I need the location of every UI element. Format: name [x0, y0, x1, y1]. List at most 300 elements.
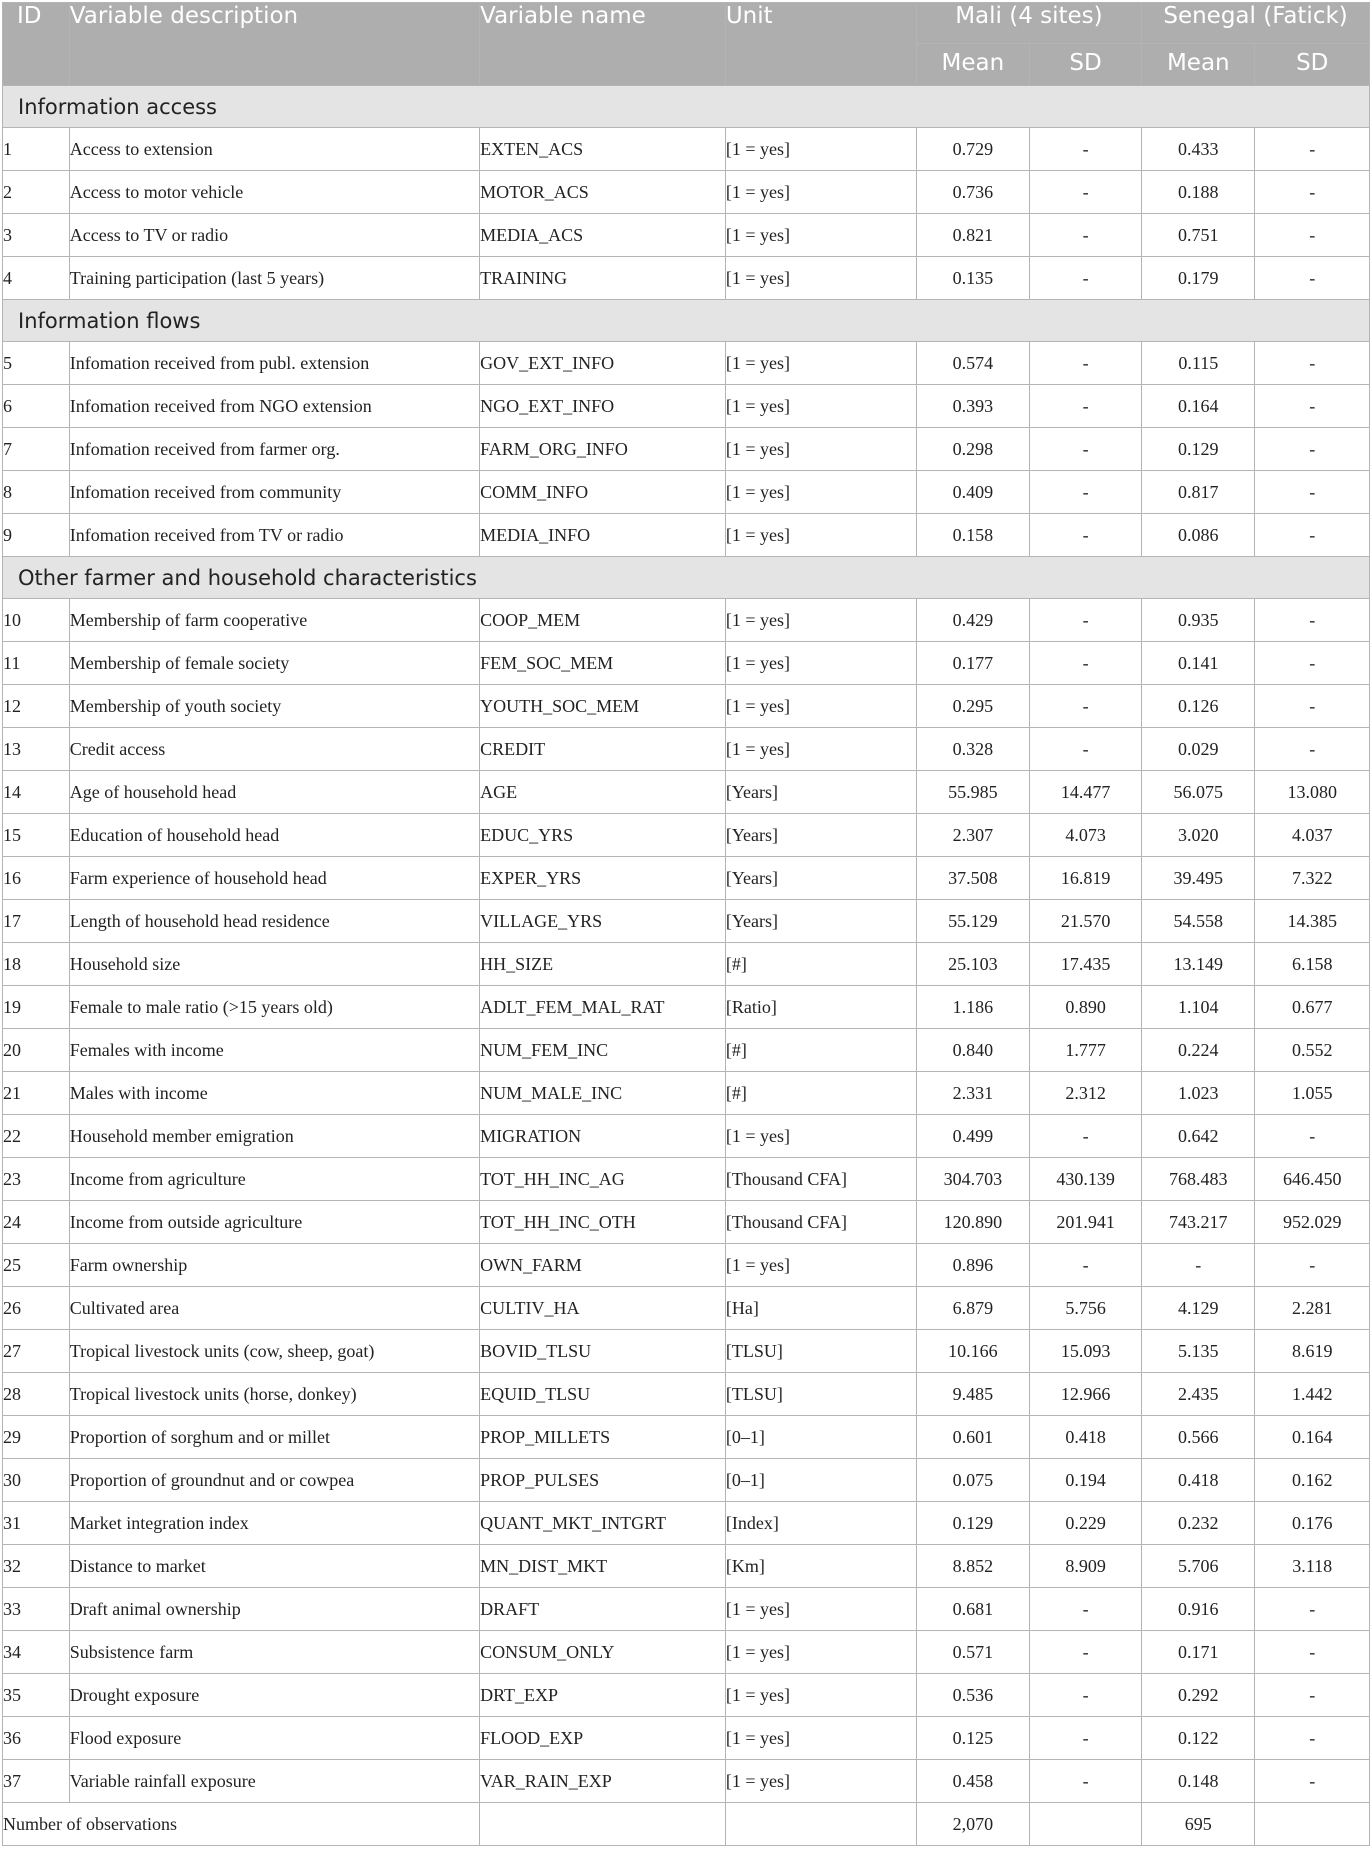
cell-id: 23: [3, 1158, 70, 1201]
cell-mali-sd: 0.890: [1030, 986, 1142, 1029]
table-row: [3, 257, 1370, 300]
cell-variable-name: NUM_MALE_INC: [480, 1072, 726, 1115]
cell-mali-mean: 55.129: [916, 900, 1029, 943]
cell-unit: [TLSU]: [725, 1330, 916, 1373]
cell-description: Proportion of sorghum and or millet: [69, 1416, 479, 1459]
cell-mali-mean: 0.429: [916, 599, 1029, 642]
cell-mali-sd: 430.139: [1030, 1158, 1142, 1201]
cell-senegal-sd: 6.158: [1255, 943, 1370, 986]
table-row: [3, 1631, 1370, 1674]
cell-variable-name: CULTIV_HA: [480, 1287, 726, 1330]
cell-mali-sd: -: [1030, 1760, 1142, 1803]
table-body: [3, 86, 1370, 1803]
cell-senegal-sd: 4.037: [1255, 814, 1370, 857]
cell-mali-sd: 0.418: [1030, 1416, 1142, 1459]
table-row: [3, 1674, 1370, 1717]
cell-mali-sd: -: [1030, 471, 1142, 514]
cell-description: Household size: [69, 943, 479, 986]
col-header-unit: Unit: [725, 3, 916, 86]
cell-senegal-mean: 768.483: [1142, 1158, 1255, 1201]
cell-variable-name: FLOOD_EXP: [480, 1717, 726, 1760]
cell-senegal-sd: -: [1255, 642, 1370, 685]
cell-mali-mean: 0.125: [916, 1717, 1029, 1760]
col-header-id: ID: [3, 3, 70, 86]
cell-id: 29: [3, 1416, 70, 1459]
cell-senegal-mean: 0.418: [1142, 1459, 1255, 1502]
cell-senegal-mean: 0.292: [1142, 1674, 1255, 1717]
cell-mali-sd: 14.477: [1030, 771, 1142, 814]
cell-senegal-mean: 0.817: [1142, 471, 1255, 514]
cell-description: Access to TV or radio: [69, 214, 479, 257]
cell-variable-name: MIGRATION: [480, 1115, 726, 1158]
cell-senegal-sd: 1.442: [1255, 1373, 1370, 1416]
observations-empty-cell: [1030, 1803, 1142, 1846]
cell-senegal-sd: -: [1255, 428, 1370, 471]
table-row: [3, 857, 1370, 900]
cell-id: 2: [3, 171, 70, 214]
cell-unit: [0–1]: [725, 1459, 916, 1502]
cell-unit: [1 = yes]: [725, 599, 916, 642]
cell-mali-sd: 17.435: [1030, 943, 1142, 986]
cell-senegal-sd: 8.619: [1255, 1330, 1370, 1373]
cell-mali-sd: -: [1030, 1631, 1142, 1674]
cell-senegal-sd: -: [1255, 128, 1370, 171]
cell-description: Length of household head residence: [69, 900, 479, 943]
cell-description: Income from outside agriculture: [69, 1201, 479, 1244]
cell-description: Household member emigration: [69, 1115, 479, 1158]
cell-mali-mean: 0.458: [916, 1760, 1029, 1803]
cell-senegal-sd: -: [1255, 728, 1370, 771]
cell-mali-mean: 8.852: [916, 1545, 1029, 1588]
cell-mali-mean: 6.879: [916, 1287, 1029, 1330]
cell-description: Membership of farm cooperative: [69, 599, 479, 642]
cell-description: Infomation received from publ. extension: [69, 342, 479, 385]
cell-id: 3: [3, 214, 70, 257]
cell-senegal-mean: 1.023: [1142, 1072, 1255, 1115]
cell-description: Income from agriculture: [69, 1158, 479, 1201]
cell-variable-name: COMM_INFO: [480, 471, 726, 514]
cell-senegal-mean: 0.086: [1142, 514, 1255, 557]
cell-senegal-sd: -: [1255, 1631, 1370, 1674]
cell-unit: [Years]: [725, 771, 916, 814]
cell-senegal-sd: -: [1255, 471, 1370, 514]
cell-unit: [1 = yes]: [725, 642, 916, 685]
cell-mali-mean: 0.135: [916, 257, 1029, 300]
cell-senegal-mean: 0.141: [1142, 642, 1255, 685]
observations-senegal: 695: [1142, 1803, 1255, 1846]
cell-id: 21: [3, 1072, 70, 1115]
cell-mali-sd: 0.194: [1030, 1459, 1142, 1502]
table-row: [3, 1760, 1370, 1803]
cell-senegal-sd: 0.677: [1255, 986, 1370, 1029]
cell-mali-sd: 15.093: [1030, 1330, 1142, 1373]
table-row: [3, 1717, 1370, 1760]
cell-unit: [1 = yes]: [725, 1631, 916, 1674]
cell-mali-mean: 0.075: [916, 1459, 1029, 1502]
cell-description: Females with income: [69, 1029, 479, 1072]
cell-mali-mean: 37.508: [916, 857, 1029, 900]
cell-id: 15: [3, 814, 70, 857]
cell-mali-sd: 5.756: [1030, 1287, 1142, 1330]
cell-mali-mean: 0.295: [916, 685, 1029, 728]
cell-senegal-mean: 0.029: [1142, 728, 1255, 771]
table-row: [3, 1115, 1370, 1158]
cell-unit: [1 = yes]: [725, 685, 916, 728]
cell-unit: [1 = yes]: [725, 1760, 916, 1803]
observations-empty-cell: [480, 1803, 726, 1846]
cell-mali-sd: 21.570: [1030, 900, 1142, 943]
cell-senegal-mean: 0.935: [1142, 599, 1255, 642]
table-row: [3, 642, 1370, 685]
cell-mali-mean: 0.328: [916, 728, 1029, 771]
cell-variable-name: DRT_EXP: [480, 1674, 726, 1717]
cell-senegal-sd: -: [1255, 1674, 1370, 1717]
table-row: [3, 1201, 1370, 1244]
table-row: [3, 900, 1370, 943]
cell-description: Variable rainfall exposure: [69, 1760, 479, 1803]
cell-unit: [1 = yes]: [725, 214, 916, 257]
table-row: [3, 385, 1370, 428]
cell-mali-sd: -: [1030, 642, 1142, 685]
observations-empty-cell: [1255, 1803, 1370, 1846]
cell-unit: [Ha]: [725, 1287, 916, 1330]
cell-unit: [Ratio]: [725, 986, 916, 1029]
cell-variable-name: GOV_EXT_INFO: [480, 342, 726, 385]
cell-unit: [Years]: [725, 900, 916, 943]
cell-senegal-mean: 56.075: [1142, 771, 1255, 814]
cell-description: Cultivated area: [69, 1287, 479, 1330]
cell-variable-name: TRAINING: [480, 257, 726, 300]
cell-id: 19: [3, 986, 70, 1029]
cell-mali-mean: 120.890: [916, 1201, 1029, 1244]
cell-variable-name: MEDIA_ACS: [480, 214, 726, 257]
cell-description: Membership of youth society: [69, 685, 479, 728]
cell-variable-name: EXTEN_ACS: [480, 128, 726, 171]
cell-description: Membership of female society: [69, 642, 479, 685]
cell-variable-name: NUM_FEM_INC: [480, 1029, 726, 1072]
cell-mali-sd: -: [1030, 342, 1142, 385]
cell-mali-mean: 25.103: [916, 943, 1029, 986]
cell-senegal-mean: 39.495: [1142, 857, 1255, 900]
cell-senegal-mean: 0.126: [1142, 685, 1255, 728]
cell-unit: [1 = yes]: [725, 1588, 916, 1631]
cell-id: 25: [3, 1244, 70, 1287]
table-footer: [3, 1803, 1370, 1846]
cell-unit: [Thousand CFA]: [725, 1201, 916, 1244]
cell-description: Farm ownership: [69, 1244, 479, 1287]
cell-mali-sd: -: [1030, 685, 1142, 728]
cell-mali-mean: 0.601: [916, 1416, 1029, 1459]
observations-label: Number of observations: [3, 1803, 480, 1846]
cell-mali-sd: 2.312: [1030, 1072, 1142, 1115]
cell-variable-name: COOP_MEM: [480, 599, 726, 642]
cell-mali-sd: -: [1030, 214, 1142, 257]
cell-id: 6: [3, 385, 70, 428]
cell-unit: [1 = yes]: [725, 1674, 916, 1717]
cell-mali-mean: 0.158: [916, 514, 1029, 557]
cell-senegal-mean: 743.217: [1142, 1201, 1255, 1244]
cell-description: Tropical livestock units (cow, sheep, goat): [69, 1330, 479, 1373]
cell-senegal-sd: -: [1255, 685, 1370, 728]
cell-senegal-sd: 0.176: [1255, 1502, 1370, 1545]
cell-mali-mean: 0.129: [916, 1502, 1029, 1545]
cell-variable-name: NGO_EXT_INFO: [480, 385, 726, 428]
cell-senegal-sd: -: [1255, 257, 1370, 300]
cell-mali-sd: 8.909: [1030, 1545, 1142, 1588]
cell-senegal-mean: 0.129: [1142, 428, 1255, 471]
cell-variable-name: DRAFT: [480, 1588, 726, 1631]
cell-id: 14: [3, 771, 70, 814]
cell-id: 8: [3, 471, 70, 514]
section-row: [3, 86, 1370, 128]
cell-id: 17: [3, 900, 70, 943]
cell-variable-name: VILLAGE_YRS: [480, 900, 726, 943]
section-row: [3, 557, 1370, 599]
cell-mali-mean: 2.307: [916, 814, 1029, 857]
cell-senegal-sd: 7.322: [1255, 857, 1370, 900]
table-row: [3, 428, 1370, 471]
cell-senegal-mean: 0.751: [1142, 214, 1255, 257]
cell-mali-mean: 0.177: [916, 642, 1029, 685]
cell-mali-mean: 0.393: [916, 385, 1029, 428]
cell-unit: [1 = yes]: [725, 128, 916, 171]
cell-senegal-mean: 0.433: [1142, 128, 1255, 171]
cell-mali-mean: 0.499: [916, 1115, 1029, 1158]
table-row: [3, 1588, 1370, 1631]
cell-senegal-sd: -: [1255, 514, 1370, 557]
cell-mali-mean: 2.331: [916, 1072, 1029, 1115]
cell-unit: [Index]: [725, 1502, 916, 1545]
cell-mali-mean: 0.409: [916, 471, 1029, 514]
cell-mali-sd: 1.777: [1030, 1029, 1142, 1072]
cell-unit: [1 = yes]: [725, 1244, 916, 1287]
cell-description: Infomation received from farmer org.: [69, 428, 479, 471]
cell-id: 4: [3, 257, 70, 300]
cell-mali-sd: -: [1030, 428, 1142, 471]
cell-unit: [Years]: [725, 857, 916, 900]
cell-variable-name: TOT_HH_INC_AG: [480, 1158, 726, 1201]
cell-variable-name: HH_SIZE: [480, 943, 726, 986]
cell-unit: [1 = yes]: [725, 1115, 916, 1158]
cell-mali-mean: 0.571: [916, 1631, 1029, 1674]
cell-id: 20: [3, 1029, 70, 1072]
cell-mali-mean: 0.821: [916, 214, 1029, 257]
cell-senegal-sd: -: [1255, 342, 1370, 385]
cell-senegal-mean: 0.171: [1142, 1631, 1255, 1674]
table-row: [3, 599, 1370, 642]
cell-senegal-mean: 0.115: [1142, 342, 1255, 385]
cell-description: Access to extension: [69, 128, 479, 171]
cell-variable-name: MOTOR_ACS: [480, 171, 726, 214]
cell-senegal-mean: 0.224: [1142, 1029, 1255, 1072]
cell-variable-name: FARM_ORG_INFO: [480, 428, 726, 471]
cell-senegal-sd: 14.385: [1255, 900, 1370, 943]
cell-description: Distance to market: [69, 1545, 479, 1588]
cell-variable-name: BOVID_TLSU: [480, 1330, 726, 1373]
cell-variable-name: AGE: [480, 771, 726, 814]
cell-variable-name: VAR_RAIN_EXP: [480, 1760, 726, 1803]
cell-mali-sd: -: [1030, 128, 1142, 171]
cell-senegal-mean: 0.122: [1142, 1717, 1255, 1760]
cell-unit: [TLSU]: [725, 1373, 916, 1416]
table-row: [3, 685, 1370, 728]
cell-unit: [1 = yes]: [725, 728, 916, 771]
cell-mali-sd: -: [1030, 1115, 1142, 1158]
cell-unit: [#]: [725, 1029, 916, 1072]
table-row: [3, 1416, 1370, 1459]
cell-variable-name: YOUTH_SOC_MEM: [480, 685, 726, 728]
col-header-senegal-mean: Mean: [1142, 44, 1255, 86]
cell-unit: [1 = yes]: [725, 342, 916, 385]
cell-description: Training participation (last 5 years): [69, 257, 479, 300]
table-row: [3, 1072, 1370, 1115]
table-row: [3, 1029, 1370, 1072]
cell-senegal-mean: 0.188: [1142, 171, 1255, 214]
table-header: [3, 3, 1370, 86]
cell-variable-name: PROP_MILLETS: [480, 1416, 726, 1459]
cell-id: 28: [3, 1373, 70, 1416]
cell-id: 32: [3, 1545, 70, 1588]
cell-senegal-sd: -: [1255, 599, 1370, 642]
cell-mali-mean: 0.536: [916, 1674, 1029, 1717]
cell-unit: [#]: [725, 1072, 916, 1115]
section-title: Information access: [3, 86, 1370, 128]
cell-id: 13: [3, 728, 70, 771]
col-group-mali: Mali (4 sites): [916, 3, 1141, 44]
cell-description: Drought exposure: [69, 1674, 479, 1717]
cell-id: 10: [3, 599, 70, 642]
cell-senegal-mean: 0.148: [1142, 1760, 1255, 1803]
observations-mali: 2,070: [916, 1803, 1029, 1846]
cell-unit: [1 = yes]: [725, 385, 916, 428]
cell-senegal-sd: 1.055: [1255, 1072, 1370, 1115]
cell-senegal-sd: -: [1255, 1717, 1370, 1760]
col-header-mali-sd: SD: [1030, 44, 1142, 86]
cell-id: 1: [3, 128, 70, 171]
cell-id: 26: [3, 1287, 70, 1330]
cell-description: Proportion of groundnut and or cowpea: [69, 1459, 479, 1502]
cell-description: Males with income: [69, 1072, 479, 1115]
cell-description: Flood exposure: [69, 1717, 479, 1760]
cell-senegal-sd: 0.162: [1255, 1459, 1370, 1502]
table-row: [3, 1330, 1370, 1373]
cell-senegal-sd: 646.450: [1255, 1158, 1370, 1201]
cell-senegal-mean: 13.149: [1142, 943, 1255, 986]
cell-variable-name: OWN_FARM: [480, 1244, 726, 1287]
table-row: [3, 1545, 1370, 1588]
section-title: Information flows: [3, 300, 1370, 342]
col-header-name: Variable name: [480, 3, 726, 86]
cell-description: Draft animal ownership: [69, 1588, 479, 1631]
cell-variable-name: FEM_SOC_MEM: [480, 642, 726, 685]
table-row: [3, 771, 1370, 814]
cell-description: Subsistence farm: [69, 1631, 479, 1674]
cell-variable-name: MN_DIST_MKT: [480, 1545, 726, 1588]
cell-id: 11: [3, 642, 70, 685]
cell-mali-mean: 0.729: [916, 128, 1029, 171]
table-row: [3, 214, 1370, 257]
cell-senegal-mean: 0.566: [1142, 1416, 1255, 1459]
cell-senegal-mean: 4.129: [1142, 1287, 1255, 1330]
cell-senegal-sd: -: [1255, 1244, 1370, 1287]
cell-mali-sd: -: [1030, 1588, 1142, 1631]
cell-description: Infomation received from TV or radio: [69, 514, 479, 557]
cell-id: 33: [3, 1588, 70, 1631]
cell-mali-mean: 1.186: [916, 986, 1029, 1029]
cell-mali-mean: 0.840: [916, 1029, 1029, 1072]
cell-mali-sd: -: [1030, 257, 1142, 300]
cell-id: 5: [3, 342, 70, 385]
cell-unit: [1 = yes]: [725, 428, 916, 471]
table-row: [3, 171, 1370, 214]
table-row: [3, 1373, 1370, 1416]
cell-id: 30: [3, 1459, 70, 1502]
cell-unit: [Km]: [725, 1545, 916, 1588]
cell-description: Age of household head: [69, 771, 479, 814]
cell-variable-name: QUANT_MKT_INTGRT: [480, 1502, 726, 1545]
cell-variable-name: EDUC_YRS: [480, 814, 726, 857]
cell-senegal-sd: -: [1255, 1588, 1370, 1631]
cell-description: Infomation received from NGO extension: [69, 385, 479, 428]
cell-mali-mean: 0.298: [916, 428, 1029, 471]
table-row: [3, 1244, 1370, 1287]
col-header-description: Variable description: [69, 3, 479, 86]
table-row: [3, 342, 1370, 385]
cell-mali-mean: 0.681: [916, 1588, 1029, 1631]
cell-variable-name: MEDIA_INFO: [480, 514, 726, 557]
cell-variable-name: TOT_HH_INC_OTH: [480, 1201, 726, 1244]
table-row: [3, 1158, 1370, 1201]
cell-mali-sd: -: [1030, 728, 1142, 771]
cell-mali-mean: 55.985: [916, 771, 1029, 814]
cell-senegal-mean: 54.558: [1142, 900, 1255, 943]
cell-senegal-sd: 0.552: [1255, 1029, 1370, 1072]
table-row: [3, 986, 1370, 1029]
cell-id: 12: [3, 685, 70, 728]
cell-variable-name: CREDIT: [480, 728, 726, 771]
cell-unit: [1 = yes]: [725, 1717, 916, 1760]
cell-description: Infomation received from community: [69, 471, 479, 514]
cell-senegal-mean: 5.706: [1142, 1545, 1255, 1588]
cell-variable-name: PROP_PULSES: [480, 1459, 726, 1502]
cell-unit: [Years]: [725, 814, 916, 857]
cell-senegal-mean: 0.642: [1142, 1115, 1255, 1158]
observations-empty-cell: [725, 1803, 916, 1846]
cell-senegal-mean: 3.020: [1142, 814, 1255, 857]
cell-description: Female to male ratio (>15 years old): [69, 986, 479, 1029]
cell-mali-mean: 0.736: [916, 171, 1029, 214]
table-row: [3, 471, 1370, 514]
col-group-senegal: Senegal (Fatick): [1142, 3, 1370, 44]
cell-senegal-sd: 13.080: [1255, 771, 1370, 814]
table-row: [3, 1502, 1370, 1545]
summary-statistics-table: [2, 2, 1370, 1846]
col-header-senegal-sd: SD: [1255, 44, 1370, 86]
cell-mali-mean: 10.166: [916, 1330, 1029, 1373]
table-row: [3, 128, 1370, 171]
cell-mali-sd: -: [1030, 385, 1142, 428]
cell-mali-sd: -: [1030, 514, 1142, 557]
cell-mali-sd: -: [1030, 1244, 1142, 1287]
cell-unit: [#]: [725, 943, 916, 986]
cell-unit: [0–1]: [725, 1416, 916, 1459]
cell-mali-sd: 16.819: [1030, 857, 1142, 900]
cell-senegal-mean: 0.179: [1142, 257, 1255, 300]
col-header-mali-mean: Mean: [916, 44, 1029, 86]
cell-description: Access to motor vehicle: [69, 171, 479, 214]
cell-senegal-sd: -: [1255, 1760, 1370, 1803]
cell-senegal-mean: 0.916: [1142, 1588, 1255, 1631]
